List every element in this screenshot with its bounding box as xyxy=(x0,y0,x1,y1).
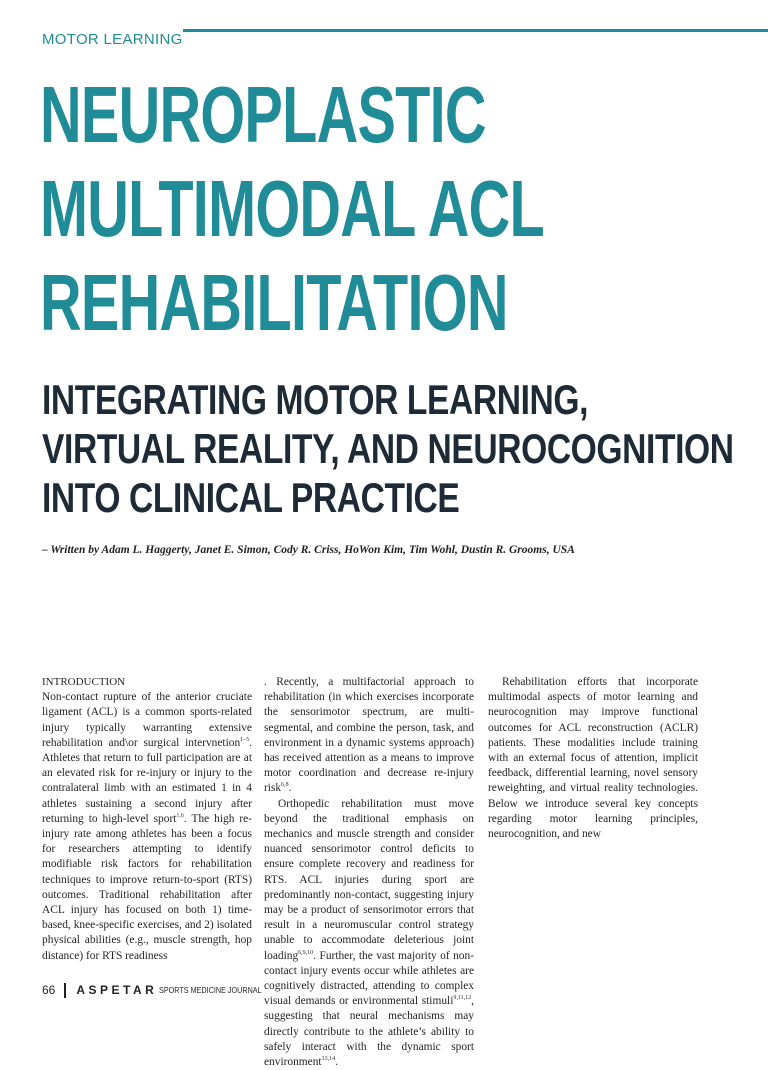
title-line-2: MULTIMODAL ACL xyxy=(40,164,544,253)
title-line-3: REHABILITATION xyxy=(40,258,508,347)
body-column-1 xyxy=(42,675,252,964)
article-title xyxy=(40,68,558,350)
subtitle-line-3: INTO CLINICAL PRACTICE xyxy=(42,474,460,521)
citation: 1–5 xyxy=(240,737,250,744)
section-heading-introduction: INTRODUCTION xyxy=(42,676,126,688)
page-number: 66 xyxy=(42,983,56,997)
intro-paragraph-1-cont: . Recently, a multifactorial approach to rehabilitation (in which exercises incorporate the sensorimotor spectrum, are multi-segmental, and combine the person, task, and environment in a dynamic systems approach) has received attention as a means to improve motor coordination and decrease re-injury risk$^{6,8}$. xyxy=(264,676,474,795)
intro-paragraph-2: Orthopedic rehabilitation must move beyond the traditional emphasis on mechanics and muscle strength and consider nuanced sensorimotor control deficits to ensure complete recovery and readiness for RTS. ACL injuries during sport are predominantly non-contact, suggesting injury may be a product of sensorimotor errors that result in a neuromuscular control strategy unable to accommodate deleterious joint loading$^{6,9,10}$. Further, the vast majority of non-contact injury events occur while athletes are cognitively distracted, attending to complex visual demands or environmental stimuli$^{9,11,12}$, suggesting that neural mechanisms may directly contribute to the athlete’s ability to safely interact with the dynamic sport environment$^{13,14}$. xyxy=(264,797,474,1069)
subtitle-line-2: VIRTUAL REALITY, AND NEUROCOGNITION xyxy=(42,425,734,472)
header-rule xyxy=(183,29,768,32)
title-line-1: NEUROPLASTIC xyxy=(40,70,486,159)
citation: 9,11,12 xyxy=(453,995,472,1002)
journal-name: SPORTS MEDICINE JOURNAL xyxy=(159,985,262,995)
author-byline: – Written by Adam L. Haggerty, Janet E. Simon, Cody R. Criss, HoWon Kim, Tim Wohl, Dustin R. Grooms, USA xyxy=(42,544,575,556)
footer-divider xyxy=(64,983,66,998)
subtitle-line-1: INTEGRATING MOTOR LEARNING, xyxy=(42,376,589,423)
page-footer xyxy=(42,981,280,999)
body-column-2 xyxy=(264,675,474,1070)
citation: 13,14 xyxy=(321,1056,336,1063)
section-label: MOTOR LEARNING xyxy=(42,31,183,48)
body-column-3 xyxy=(488,675,698,842)
citation: 6,8 xyxy=(281,782,289,789)
citation: 1,6 xyxy=(176,813,184,820)
intro-paragraph-3: Rehabilitation efforts that incorporate multimodal aspects of motor learning and neurocognition may improve functional outcomes for ACL reconstruction (ACLR) patients. These modalities include training with an external focus of attention, implicit feedback, differential learning, novel sensory reweighting, and virtual reality technologies. Below we introduce several key concepts regarding motor learning principles, neurocognition, and new xyxy=(488,676,698,841)
intro-paragraph-1: INTRODUCTION Non-contact rupture of the anterior cruciate ligament (ACL) is a common sports-related injury typically warranting extensive rehabilitation and\or surgical intervnetion$^{1-5}$. Athletes that return to full participation are at an elevated risk for re-injury or injury to the contralateral limb with an estimated 1 in 4 athletes sustaining a second injury after returning to high-level sport$^{1,6}$. The high re-injury rate among athletes has been a focus for researchers attempting to identify modifiable risk factors for rehabilitation techniques to improve return-to-sport (RTS) outcomes. Traditional rehabilitation after ACL injury has focused on both 1) time-based, knee-specific exercises, and 2) isolated physical abilities (e.g., muscle strength, hop distance) for RTS readiness xyxy=(42,676,252,962)
citation: 6,9,10 xyxy=(298,949,314,956)
article-subtitle xyxy=(42,375,734,522)
brand-logo: ASPETAR xyxy=(76,983,158,997)
